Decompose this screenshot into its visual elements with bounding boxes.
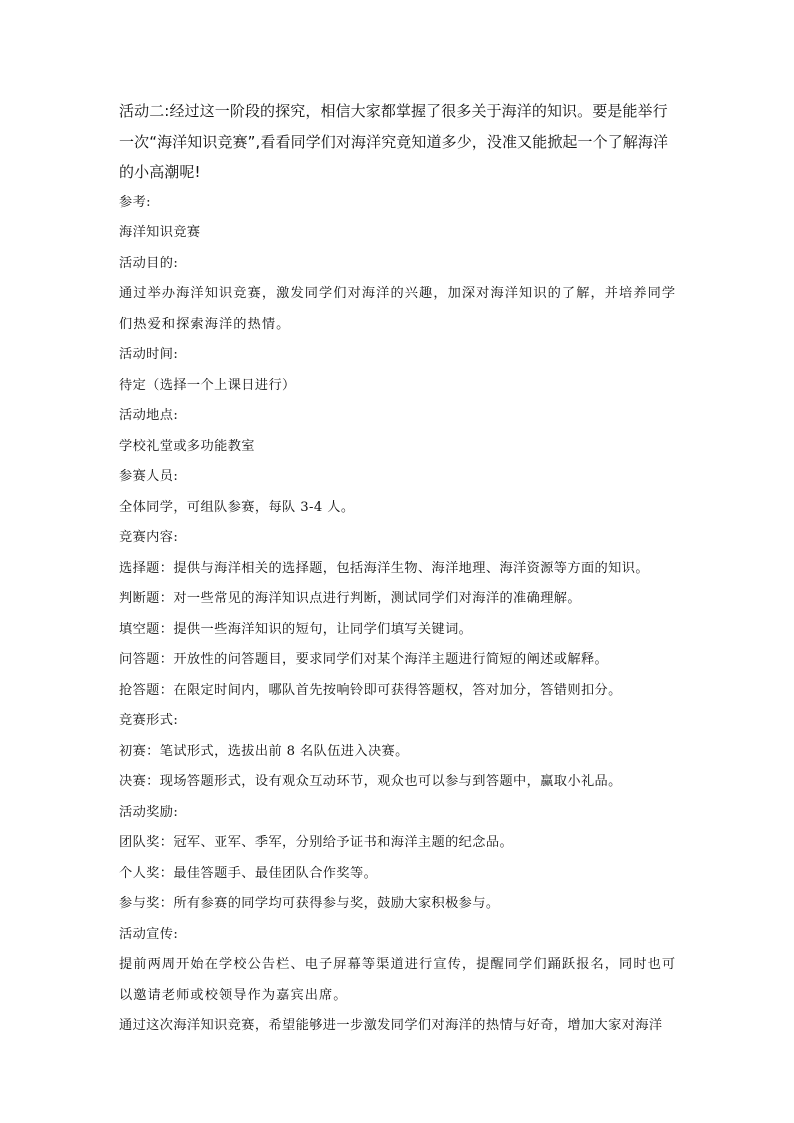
promo-label: 活动宣传:: [119, 926, 179, 942]
format-label: 竞赛形式:: [119, 713, 179, 728]
place-label: 活动地点:: [119, 408, 179, 423]
closing-text: 通过这次海洋知识竞赛，希望能够进一步激发同学们对海洋的热情与好奇，增加大家对海洋: [119, 1018, 663, 1033]
reference-label: 参考:: [119, 194, 152, 210]
time-label: 活动时间:: [119, 347, 179, 362]
format-item: 决赛：现场答题形式，设有观众互动环节，观众也可以参与到答题中，赢取小礼品。: [119, 774, 622, 789]
participants-label: 参赛人员:: [119, 469, 179, 484]
purpose-label: 活动目的:: [119, 255, 179, 271]
content-item: 填空题：提供一些海洋知识的短句，让同学们填写关键词。: [119, 621, 473, 637]
awards-item: 团队奖：冠军、亚军、季军，分别给予证书和海洋主题的纪念品。: [119, 835, 514, 850]
content-item: 选择题：提供与海洋相关的选择题，包括海洋生物、海洋地理、海洋资源等方面的知识。: [119, 560, 649, 576]
content-item: 判断题：对一些常见的海洋知识点进行判断，测试同学们对海洋的准确理解。: [119, 591, 581, 606]
content-item: 问答题：开放性的问答题目，要求同学们对某个海洋主题进行简短的阐述或解释。: [119, 652, 609, 667]
awards-label: 活动奖励:: [119, 804, 179, 820]
awards-item: 参与奖：所有参赛的同学均可获得参与奖，鼓励大家积极参与。: [119, 896, 500, 911]
place-text: 学校礼堂或多功能教室: [119, 438, 255, 454]
content-item: 抢答题：在限定时间内，哪队首先按响铃即可获得答题权，答对加分，答错则扣分。: [119, 682, 622, 698]
participants-text: 全体同学，可组队参赛，每队 3-4 人。: [119, 499, 355, 515]
awards-item: 个人奖：最佳答题手、最佳团队合作奖等。: [119, 865, 378, 881]
document-title: 海洋知识竞赛: [119, 225, 201, 240]
purpose-text: 通过举办海洋知识竞赛，激发同学们对海洋的兴趣，加深对海洋知识的了解，并培养同学们热爱和探索海洋的热情。: [119, 286, 677, 332]
document-body: [119, 96, 679, 1042]
intro-paragraph: 活动二:经过这一阶段的探究，相信大家都掌握了很多关于海洋的知识。要是能举行一次“海洋知识竞赛”,看看同学们对海洋究竟知道多少，没准又能掀起一个了解海洋的小高潮呢!: [119, 102, 669, 181]
promo-text: 提前两周开始在学校公告栏、电子屏幕等渠道进行宣传，提醒同学们踊跃报名，同时也可以邀请老师或校领导作为嘉宾出席。: [119, 957, 677, 1003]
format-item: 初赛：笔试形式，选拔出前 8 名队伍进入决赛。: [119, 743, 409, 759]
time-text: 待定（选择一个上课日进行）: [119, 377, 296, 393]
content-label: 竞赛内容:: [119, 530, 179, 545]
